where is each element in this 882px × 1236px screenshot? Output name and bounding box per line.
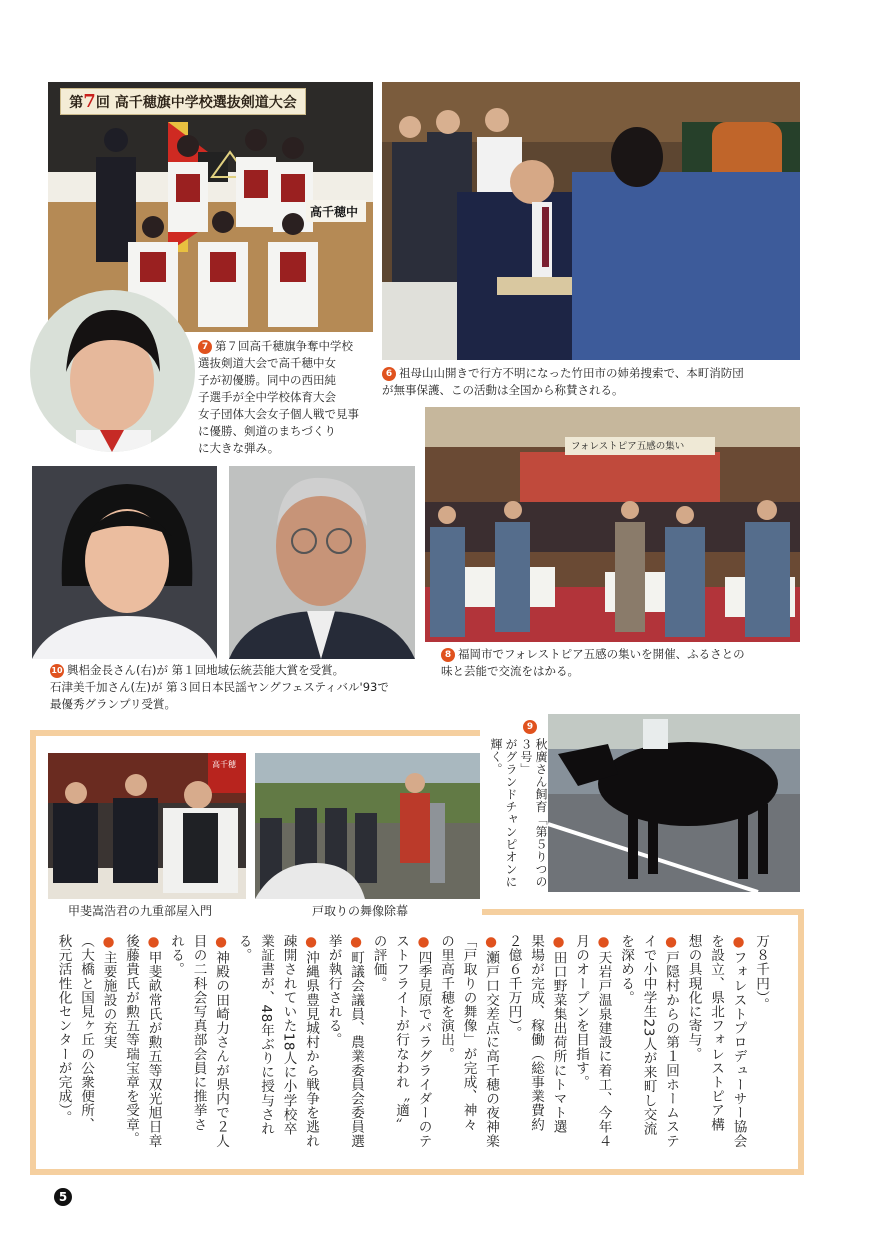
note-column bbox=[682, 934, 705, 1166]
note-text: の評価。 bbox=[370, 934, 387, 991]
note-column bbox=[255, 934, 278, 1166]
note-column bbox=[345, 934, 368, 1166]
bullet-icon: ● bbox=[595, 934, 612, 951]
note-text: ２億６千万円）。 bbox=[505, 934, 522, 1040]
note-column bbox=[277, 934, 300, 1166]
note-text: を設立、県北フォレストピア構 bbox=[708, 934, 724, 1132]
bullet-icon: ● bbox=[550, 934, 567, 951]
note-column bbox=[97, 934, 120, 1166]
note-text: イで小中学生23人が来町し交流 bbox=[640, 934, 657, 1136]
note-text: 神殿の田崎力さんが県内で２人 bbox=[213, 950, 229, 1148]
note-column bbox=[502, 934, 525, 1166]
note-text: （大橋と国見ヶ丘の公衆便所、 bbox=[78, 934, 94, 1132]
note-column bbox=[120, 934, 143, 1166]
caption-10: 10 興梠金長さん(右)が 第１回地域伝統芸能大賞を受賞。 石津美千加さん(左)が 第３回日本民謡ヤングフェスティバル'93で 最優秀グランプリ受賞。 bbox=[50, 663, 389, 711]
bullet-icon: ● bbox=[663, 934, 679, 951]
note-column bbox=[300, 934, 323, 1166]
news-frame-right bbox=[798, 909, 804, 1175]
note-column bbox=[322, 934, 345, 1166]
news-notes bbox=[55, 934, 772, 1166]
note-column bbox=[435, 934, 458, 1166]
page-number: 5 bbox=[54, 1188, 72, 1206]
note-text: 戸隠村からの第１回ホームステ bbox=[663, 950, 679, 1148]
caption-9-number: 9 bbox=[523, 720, 537, 734]
news-frame-left bbox=[30, 730, 36, 1175]
note-text: 町議会議員、農業委員会委員選 bbox=[348, 950, 364, 1148]
note-text: る。 bbox=[235, 934, 252, 963]
note-column bbox=[480, 934, 503, 1166]
news-frame-bottom bbox=[30, 1169, 804, 1175]
bullet-icon: ● bbox=[483, 934, 499, 951]
note-text: 甲斐畝常氏が勲五等双光旭日章 bbox=[145, 950, 162, 1148]
caption-todori: 戸取りの舞像除幕 bbox=[312, 904, 409, 918]
room-sign: 高千穂 bbox=[212, 760, 236, 769]
note-text: 秋元活性化センターが完成）。 bbox=[55, 934, 72, 1125]
ishizu-michika-portrait bbox=[32, 466, 217, 659]
note-column bbox=[592, 934, 615, 1166]
note-text: 天岩戸温泉建設に着工、今年４ bbox=[595, 950, 612, 1148]
note-column bbox=[637, 934, 660, 1166]
note-text: を深める。 bbox=[618, 934, 634, 1005]
note-column bbox=[727, 934, 750, 1166]
tournament-banner: 第7回 高千穂旗中学校選抜剣道大会 bbox=[60, 88, 306, 115]
bullet-icon: ● bbox=[348, 934, 364, 951]
note-column bbox=[210, 934, 233, 1166]
note-column bbox=[705, 934, 728, 1166]
note-text: 後藤貴氏が勲五等瑞宝章を受章。 bbox=[123, 934, 139, 1146]
caption-7: 7 第７回高千穂旗争奪中学校 選抜剣道大会で高千穂中女 子が初優勝。同中の西田純 子選手が全中学校体育大会 女子団体大会女子個人戦で見事 に優勝、剣道のまちづくり に大きな弾み。 bbox=[198, 339, 359, 455]
note-text: 万８千円）。 bbox=[753, 934, 769, 1012]
note-column bbox=[525, 934, 548, 1166]
news-frame-mid bbox=[482, 909, 804, 915]
note-column bbox=[570, 934, 593, 1166]
note-column bbox=[232, 934, 255, 1166]
forestopia-banquet-photo bbox=[425, 407, 800, 642]
note-column bbox=[750, 934, 773, 1166]
note-column bbox=[367, 934, 390, 1166]
note-column bbox=[52, 934, 75, 1166]
note-text: 月のオープンを目指す。 bbox=[573, 934, 589, 1090]
note-text: 田口野菜集出荷所にトマト選 bbox=[550, 950, 567, 1134]
kendo-girl-portrait bbox=[30, 290, 195, 452]
caption-6: 6 祖母山山開きで行方不明になった竹田市の姉弟捜索で、本町消防団 が無事保護、この活動は全国から称賛される。 bbox=[382, 366, 744, 397]
note-text: れる。 bbox=[168, 934, 184, 977]
note-column bbox=[75, 934, 98, 1166]
news-frame-top bbox=[30, 730, 480, 736]
note-text: の里高千穂を演出。 bbox=[438, 934, 454, 1061]
note-column bbox=[165, 934, 188, 1166]
note-column bbox=[412, 934, 435, 1166]
kai-sumo-stable-photo bbox=[48, 753, 246, 899]
champion-cow-photo bbox=[548, 714, 800, 892]
note-column bbox=[187, 934, 210, 1166]
note-text: 四季見原でパラグライダーのテ bbox=[415, 950, 432, 1148]
note-text: 想の具現化に寄与。 bbox=[685, 934, 702, 1061]
note-text: 目の二科会写真部会員に推挙さ bbox=[190, 934, 207, 1132]
bullet-icon: ● bbox=[213, 934, 229, 951]
bullet-icon: ● bbox=[730, 934, 747, 951]
note-text: 沖縄県豊見城村から戦争を逃れ bbox=[303, 950, 319, 1148]
bullet-icon: ● bbox=[303, 934, 319, 951]
bullet-icon: ● bbox=[145, 934, 162, 951]
note-column bbox=[390, 934, 413, 1166]
note-text: フォレストプロデューサー協会 bbox=[730, 950, 747, 1148]
caption-9: 秋廣さん飼育「第５りつの３号」 がグランドチャンピオンに輝く。 bbox=[489, 738, 548, 888]
note-column bbox=[615, 934, 638, 1166]
note-text: 果場が完成、稼働（総事業費約 bbox=[528, 934, 544, 1132]
caption-8: 8 福岡市でフォレストピア五感の集いを開催、ふるさとの 味と芸能で交流をはかる。 bbox=[441, 647, 745, 678]
note-column bbox=[457, 934, 480, 1166]
note-column bbox=[547, 934, 570, 1166]
note-column bbox=[660, 934, 683, 1166]
caption-kai: 甲斐嵩浩君の九重部屋入門 bbox=[68, 904, 213, 918]
todori-statue-photo bbox=[255, 753, 480, 899]
bullet-icon: ● bbox=[415, 934, 432, 951]
bullet-icon: ● bbox=[100, 934, 117, 951]
hall-banner: フォレストピア五感の集い bbox=[571, 441, 685, 452]
note-text: 瀬戸口交差点に高千穂の夜神楽 bbox=[483, 950, 499, 1148]
korogi-kinnaga-portrait bbox=[229, 466, 415, 659]
note-text: 疎開されていた18人に小学校卒 bbox=[280, 934, 297, 1136]
school-sign: 高千穂中 bbox=[310, 205, 359, 219]
fire-brigade-award-photo bbox=[382, 82, 800, 360]
note-text: 業証書が、48年ぶりに授与され bbox=[258, 934, 274, 1136]
note-column bbox=[142, 934, 165, 1166]
note-text: 「戸取りの舞像」が完成、神々 bbox=[460, 934, 477, 1132]
note-text: 主要施設の充実 bbox=[100, 950, 117, 1050]
note-text: ストフライトが行なわれ〝適〟 bbox=[393, 934, 409, 1132]
note-text: 挙が執行される。 bbox=[325, 934, 342, 1047]
